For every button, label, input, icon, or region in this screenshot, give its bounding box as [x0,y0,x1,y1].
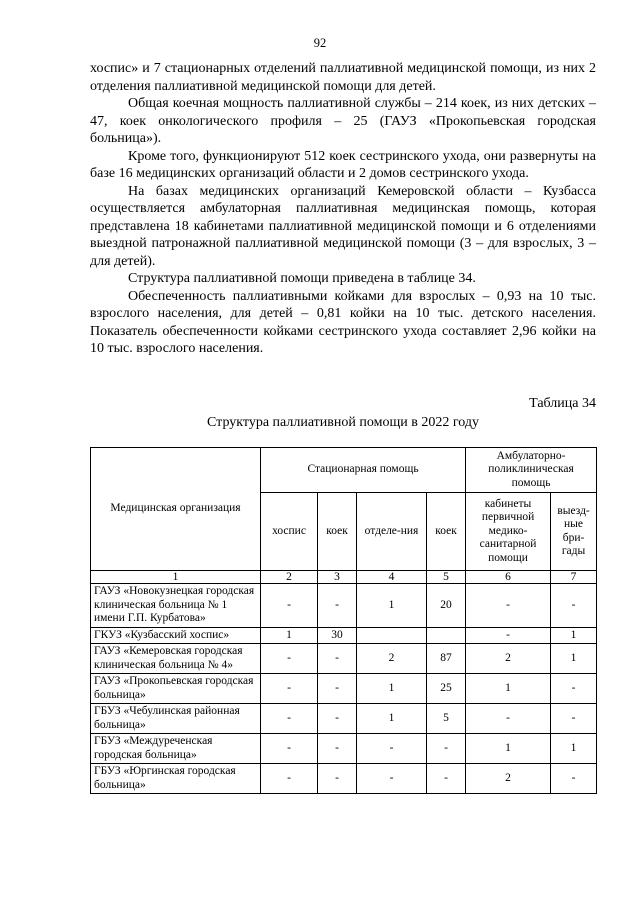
value-cell: 87 [427,644,466,674]
value-cell: 2 [466,644,551,674]
value-cell: - [261,584,318,628]
paragraph-1: хоспис» и 7 стационарных отделений паллиативной медицинской помощи, из них 2 отделения паллиативной медицинской помощи для детей. [90,61,596,94]
value-cell: - [318,764,357,794]
value-cell: - [357,764,427,794]
value-cell: - [318,704,357,734]
value-cell: - [551,704,597,734]
header-ambulatory: Амбулаторно-поликлиническая помощь [466,448,597,493]
value-cell: - [261,674,318,704]
header-stationary: Стационарная помощь [261,448,466,493]
value-cell: - [466,627,551,644]
column-number: 6 [466,571,551,584]
column-number: 3 [318,571,357,584]
table-row [91,704,597,734]
value-cell: 1 [357,704,427,734]
value-cell: 2 [466,764,551,794]
value-cell: 1 [466,734,551,764]
table-row [91,764,597,794]
header-org: Медицинская организация [91,448,261,571]
value-cell: - [466,584,551,628]
value-cell: 1 [261,627,318,644]
paragraph-3: Кроме того, функционируют 512 коек сестринского ухода, они развернуты на базе 16 медицинских организаций области и 2 домов сестринского ухода. [90,148,596,181]
value-cell: - [261,704,318,734]
value-cell: - [551,674,597,704]
value-cell: 1 [551,644,597,674]
value-cell: - [318,734,357,764]
value-cell: 1 [466,674,551,704]
value-cell: 30 [318,627,357,644]
column-number: 2 [261,571,318,584]
header-beds: коек [318,493,357,571]
value-cell: 20 [427,584,466,628]
paragraph-2: Общая коечная мощность паллиативной службы – 214 коек, из них детских – 47, коек онкологического профиля – 25 (ГАУЗ «Прокопьевская городская больница»). [90,96,596,146]
value-cell: - [551,584,597,628]
column-number: 4 [357,571,427,584]
org-name-cell: ГАУЗ «Прокопьевская городская больница» [91,674,261,704]
table-row [91,674,597,704]
table-row [91,644,597,674]
value-cell: - [427,734,466,764]
value-cell: 1 [551,734,597,764]
value-cell: - [551,764,597,794]
body-text [90,60,596,358]
column-number: 7 [551,571,597,584]
header-brigades: выезд-ные бри-гады [551,493,597,571]
value-cell: 2 [357,644,427,674]
org-name-cell: ГАУЗ «Новокузнецкая городская клиническая больница № 1 имени Г.П. Курбатова» [91,584,261,628]
page-number: 92 [313,36,327,50]
column-number: 5 [427,571,466,584]
table-body [91,571,597,794]
palliative-care-table [90,447,597,794]
table-row [91,627,597,644]
column-number: 1 [91,571,261,584]
value-cell: - [261,764,318,794]
org-name-cell: ГКУЗ «Кузбасский хоспис» [91,627,261,644]
value-cell [357,627,427,644]
value-cell: - [427,764,466,794]
paragraph-5: Структура паллиативной помощи приведена в таблице 34. [128,271,476,286]
value-cell: 1 [551,627,597,644]
table-row [91,584,597,628]
column-numbers-row [91,571,597,584]
table-row [91,734,597,764]
value-cell: - [261,734,318,764]
value-cell: - [357,734,427,764]
value-cell: - [261,644,318,674]
value-cell: 1 [357,674,427,704]
header-departments: отделе-ния [357,493,427,571]
header-department-beds: коек [427,493,466,571]
value-cell: 5 [427,704,466,734]
header-hospice: хоспис [261,493,318,571]
value-cell: 25 [427,674,466,704]
value-cell: - [466,704,551,734]
table-title: Структура паллиативной помощи в 2022 году [207,415,479,430]
table-label: Таблица 34 [529,396,596,411]
org-name-cell: ГАУЗ «Кемеровская городская клиническая больница № 4» [91,644,261,674]
paragraph-6: Обеспеченность паллиативными койками для взрослых – 0,93 на 10 тыс. взрослого населения, для детей – 0,81 койки на 10 тыс. детского населения. Показатель обеспеченности койками сестринского ухода составляет 2,96 койки на 10 тыс. взрослого населения. [90,288,596,356]
value-cell [427,627,466,644]
org-name-cell: ГБУЗ «Чебулинская районная больница» [91,704,261,734]
org-name-cell: ГБУЗ «Междуреченская городская больница» [91,734,261,764]
header-cabinets: кабинеты первичной медико-санитарной помощи [466,493,551,571]
org-name-cell: ГБУЗ «Юргинская городская больница» [91,764,261,794]
value-cell: 1 [357,584,427,628]
value-cell: - [318,644,357,674]
value-cell: - [318,584,357,628]
value-cell: - [318,674,357,704]
paragraph-4: На базах медицинских организаций Кемеровской области – Кузбасса осуществляется амбулаторная паллиативная медицинская помощь, которая представлена 18 кабинетами паллиативной медицинской помощи и 6 отделениями выездной патронажной паллиативной медицинской помощи (3 – для взрослых, 3 – для детей). [90,183,596,269]
